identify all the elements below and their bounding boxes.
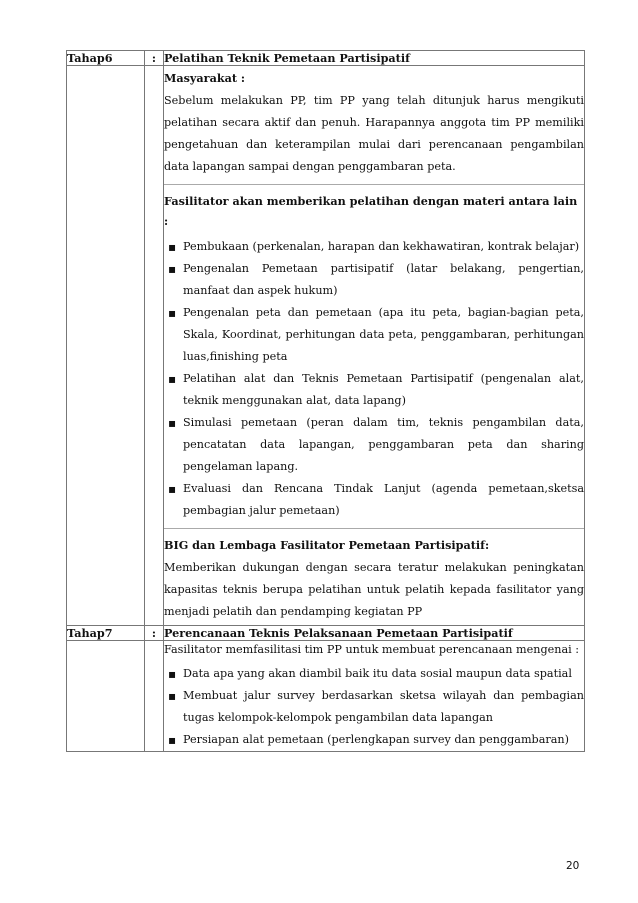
masyarakat-heading: Masyarakat :: [164, 71, 246, 85]
list-item: ▪ Pembukaan (perkenalan, harapan dan kekhawatiran, kontrak belajar): [166, 236, 584, 258]
list-item: ▪ Data apa yang akan diambil baik itu data sosial maupun data spatial: [166, 663, 584, 685]
tahap7-title: Perencanaan Teknis Pelaksanaan Pemetaan Partisipatif: [164, 626, 585, 641]
list-item: ▪ Pengenalan Pemetaan partisipatif (latar belakang, pengertian, manfaat dan aspek hukum): [166, 258, 584, 302]
tahap6-empty-colon-cell: [145, 66, 164, 626]
list-item: ▪ Persiapan alat pemetaan (perlengkapan survey dan penggambaran): [166, 729, 584, 751]
masyarakat-text: Sebelum melakukan PP, tim PP yang telah ditunjuk harus mengikuti pelatihan secara aktif dan penuh. Harapannya anggota tim PP memiliki pengetahuan dan keterampilan mulai dari perencanaan pengambilan data lapangan sampai dengan penggambaran peta.: [164, 94, 584, 173]
big-section: [164, 528, 584, 625]
list-item: ▪ Membuat jalur survey berdasarkan sketsa wilayah dan pembagian tugas kelompok-kelompok pengambilan data lapangan: [166, 685, 584, 729]
perencanaan-list: [164, 663, 584, 751]
fasilitator-heading: Fasilitator akan memberikan pelatihan dengan materi antara lain :: [164, 194, 578, 228]
tahap7-header-row: [67, 626, 585, 641]
tahap6-body: [164, 66, 585, 626]
tahap7-empty-colon-cell: [145, 641, 164, 752]
masyarakat-section: [164, 66, 584, 180]
tahap7-colon: :: [145, 626, 164, 641]
tahap6-empty-cell: [67, 66, 145, 626]
list-item: ▪ Simulasi pemetaan (peran dalam tim, teknis pengambilan data, pencatatan data lapangan, penggambaran peta dan sharing pengelaman lapang.: [166, 412, 584, 478]
list-item: ▪ Pengenalan peta dan pemetaan (apa itu peta, bagian-bagian peta, Skala, Koordinat, perhitungan data peta, penggambaran, perhitungan luas,finishing peta: [166, 302, 584, 368]
tahap7-label: Tahap7: [67, 626, 145, 641]
materi-list: [164, 236, 584, 522]
tahap6-label: Tahap6: [67, 51, 145, 66]
list-item: ▪ Evaluasi dan Rencana Tindak Lanjut (agenda pemetaan,sketsa pembagian jalur pemetaan): [166, 478, 584, 522]
tahap7-intro: Fasilitator memfasilitasi tim PP untuk membuat perencanaan mengenai :: [164, 643, 580, 656]
tahap6-title: Pelatihan Teknik Pemetaan Partisipatif: [164, 51, 585, 66]
tahap6-body-row: [67, 66, 585, 626]
list-item: ▪ Pelatihan alat dan Teknis Pemetaan Partisipatif (pengenalan alat, teknik menggunakan alat, data lapang): [166, 368, 584, 412]
tahap7-empty-cell: [67, 641, 145, 752]
tahap6-header-row: [67, 51, 585, 66]
tahap6-colon: :: [145, 51, 164, 66]
page-number: 20: [566, 860, 580, 872]
big-text: Memberikan dukungan dengan secara teratur melakukan peningkatan kapasitas teknis berupa pelatihan untuk pelatih kepada fasilitator yang menjadi pelatih dan pendamping kegiatan PP: [164, 561, 584, 618]
procedure-table: [66, 50, 585, 752]
big-heading: BIG dan Lembaga Fasilitator Pemetaan Partisipatif:: [164, 538, 490, 552]
fasilitator-section: [164, 184, 584, 524]
tahap7-body: [164, 641, 585, 752]
tahap7-body-row: [67, 641, 585, 752]
